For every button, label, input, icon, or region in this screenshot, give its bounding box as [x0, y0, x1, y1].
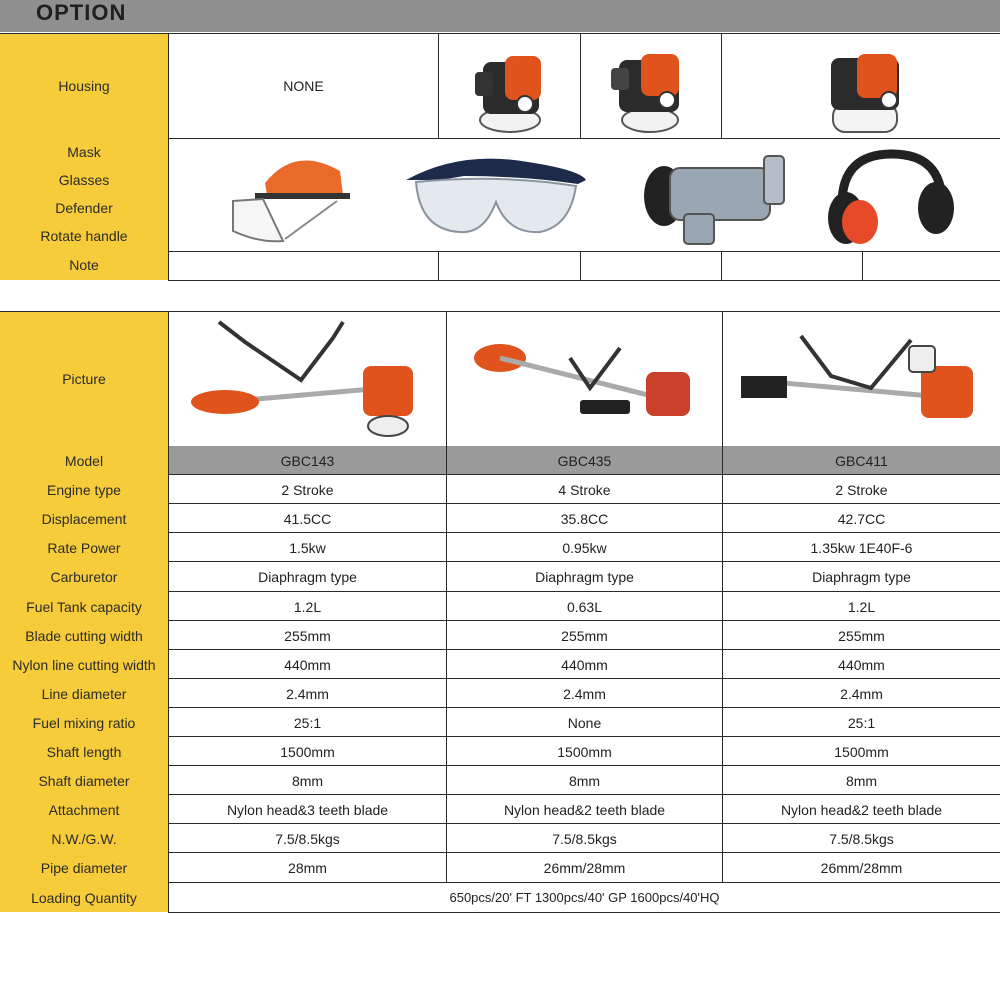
spec-value-cell: 1.35kw 1E40F-6: [810, 539, 913, 556]
spec-value-cell: 2.4mm: [563, 685, 606, 702]
spec-value-cell: Diaphragm type: [812, 569, 911, 585]
spec-value-cell: 4 Stroke: [558, 481, 611, 498]
spec-row-label: Engine type: [0, 475, 168, 505]
spec-value-cell: 255mm: [284, 627, 331, 644]
spec-value-cell: 2 Stroke: [835, 481, 888, 498]
spec-row-label: Displacement: [0, 504, 168, 534]
spec-row-label: Shaft length: [0, 737, 168, 767]
spec-row-label: Model: [0, 446, 168, 476]
mask-image: [225, 142, 365, 248]
spec-value-cell: 0.63L: [566, 598, 603, 615]
spec-value-cell: 440mm: [838, 656, 885, 673]
spec-value-cell: 8mm: [568, 772, 601, 789]
spec-value-cell: 35.8CC: [560, 510, 609, 527]
spec-row-label: Rate Power: [0, 533, 168, 563]
spec-value-cell: None: [567, 714, 602, 731]
spec-value-cell: 1.2L: [847, 598, 876, 615]
spec-value-cell: 25:1: [847, 714, 876, 731]
spec-value-cell: 7.5/8.5kgs: [829, 830, 894, 847]
spec-value-cell: 1.2L: [293, 598, 322, 615]
spec-value-cell: 42.7CC: [837, 510, 886, 527]
spec-value-cell: Nylon head&2 teeth blade: [503, 801, 666, 818]
spec-value-cell: 26mm/28mm: [543, 860, 626, 876]
spec-row-label: Attachment: [0, 795, 168, 825]
spec-value-cell: 25:1: [293, 714, 322, 731]
page-header: [0, 0, 1000, 32]
option-label-glasses: Glasses: [0, 166, 168, 195]
spec-row-label: Pipe diameter: [0, 853, 168, 884]
spec-row-label: N.W./G.W.: [0, 824, 168, 854]
housing-engine-image: [600, 40, 700, 135]
spec-value-cell: 2 Stroke: [281, 481, 334, 498]
spec-value-cell: Diaphragm type: [535, 569, 634, 585]
spec-value-cell: 8mm: [845, 772, 878, 789]
spec-value-cell: 1.5kw: [289, 539, 326, 556]
spec-value-cell: 8mm: [291, 772, 324, 789]
option-label-note: Note: [0, 250, 168, 281]
housing-none-value: NONE: [283, 78, 324, 94]
spec-value-cell: 41.5CC: [283, 510, 332, 527]
model-cell: GBC411: [723, 446, 1000, 475]
spec-value-cell: 2.4mm: [286, 685, 329, 702]
spec-row-label: Line diameter: [0, 679, 168, 709]
spec-value-cell: 1500mm: [834, 743, 889, 760]
spec-value-cell: 440mm: [561, 656, 608, 673]
loading-quantity-value: 650pcs/20' FT 1300pcs/40' GP 1600pcs/40'HQ: [449, 890, 720, 905]
rotate-handle-image: [820, 146, 960, 250]
spec-value-cell: 1500mm: [280, 743, 335, 760]
housing-engine-image: [815, 42, 915, 137]
spec-value-cell: Nylon head&3 teeth blade: [226, 801, 389, 818]
spec-value-cell: 7.5/8.5kgs: [552, 830, 617, 847]
spec-value-cell: 255mm: [838, 627, 885, 644]
spec-row-label: Shaft diameter: [0, 766, 168, 796]
spec-row-label: Blade cutting width: [0, 621, 168, 651]
spec-row-label: Fuel mixing ratio: [0, 708, 168, 738]
model-cell: GBC143: [169, 446, 446, 475]
product-image-gbc411: [726, 316, 996, 444]
spec-value-cell: 1500mm: [557, 743, 612, 760]
spec-label-picture: Picture: [0, 312, 168, 447]
spec-row-label: Carburetor: [0, 562, 168, 593]
defender-image: [638, 146, 793, 250]
spec-value-cell: Diaphragm type: [258, 569, 357, 585]
spec-value-cell: Nylon head&2 teeth blade: [780, 801, 943, 818]
product-image-gbc143: [172, 316, 444, 444]
spec-value-cell: 255mm: [561, 627, 608, 644]
spec-value-cell: 7.5/8.5kgs: [275, 830, 340, 847]
spec-value-cell: 440mm: [284, 656, 331, 673]
option-label-rotate-handle: Rotate handle: [0, 222, 168, 251]
option-label-mask: Mask: [0, 138, 168, 167]
product-image-gbc435: [450, 316, 720, 444]
spec-row-label: Nylon line cutting width: [0, 650, 168, 680]
housing-engine-image: [460, 40, 560, 135]
model-cell: GBC435: [447, 446, 722, 475]
option-label-defender: Defender: [0, 194, 168, 223]
option-label-housing: Housing: [0, 34, 168, 139]
page-title: OPTION: [36, 0, 127, 25]
spec-value-cell: 0.95kw: [562, 539, 607, 556]
spec-value-cell: 28mm: [288, 860, 327, 876]
glasses-image: [400, 148, 590, 243]
spec-value-cell: 2.4mm: [840, 685, 883, 702]
spec-value-cell: 26mm/28mm: [820, 860, 903, 876]
spec-row-label: Fuel Tank capacity: [0, 592, 168, 622]
spec-label-loading-quantity: Loading Quantity: [0, 883, 168, 913]
